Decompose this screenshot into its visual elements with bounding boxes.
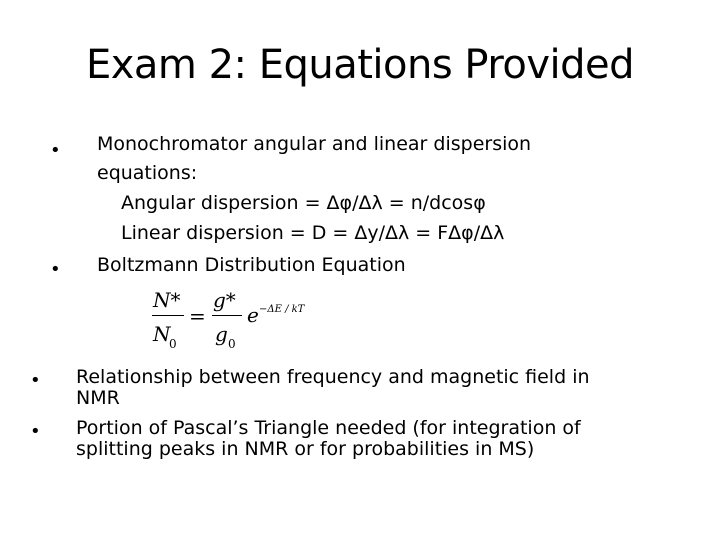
item-nmr-line1: Relationship between frequency and magnetic field in	[76, 366, 590, 388]
eq-denominator-right: g	[215, 322, 228, 346]
item-nmr-line2: NMR	[76, 387, 120, 409]
item-pascal-line1: Portion of Pascal’s Triangle needed (for integration of	[76, 417, 581, 439]
eq-numerator-left: N*	[153, 288, 181, 312]
eq-fraction-bar-left	[152, 315, 184, 316]
linear-dispersion-equation: Linear dispersion = D = Δy/Δλ = FΔφ/Δλ	[121, 222, 505, 244]
item-monochromator-line1: Monochromator angular and linear dispersion	[97, 133, 532, 155]
bullet: •	[50, 140, 61, 161]
eq-fraction-bar-right	[212, 315, 242, 316]
bullet: •	[30, 370, 41, 391]
angular-dispersion-equation: Angular dispersion = Δφ/Δλ = n/dcosφ	[121, 192, 486, 214]
eq-sub-left: 0	[169, 337, 177, 351]
boltzmann-equation	[150, 286, 320, 356]
eq-numerator-right: g*	[213, 288, 236, 312]
bullet: •	[30, 421, 41, 442]
eq-exponent: −ΔE / kT	[259, 304, 305, 315]
item-pascal-line2: splitting peaks in NMR or for probabilities in MS)	[76, 438, 535, 460]
slide-title: Exam 2: Equations Provided	[85, 42, 635, 88]
item-boltzmann-label: Boltzmann Distribution Equation	[97, 254, 406, 276]
eq-equals: =	[189, 304, 206, 328]
eq-sub-right: 0	[228, 337, 236, 351]
eq-exponential-base: e	[247, 303, 259, 327]
bullet: •	[50, 259, 61, 280]
item-monochromator-line2: equations:	[97, 162, 198, 184]
eq-denominator-left: N	[153, 322, 171, 346]
